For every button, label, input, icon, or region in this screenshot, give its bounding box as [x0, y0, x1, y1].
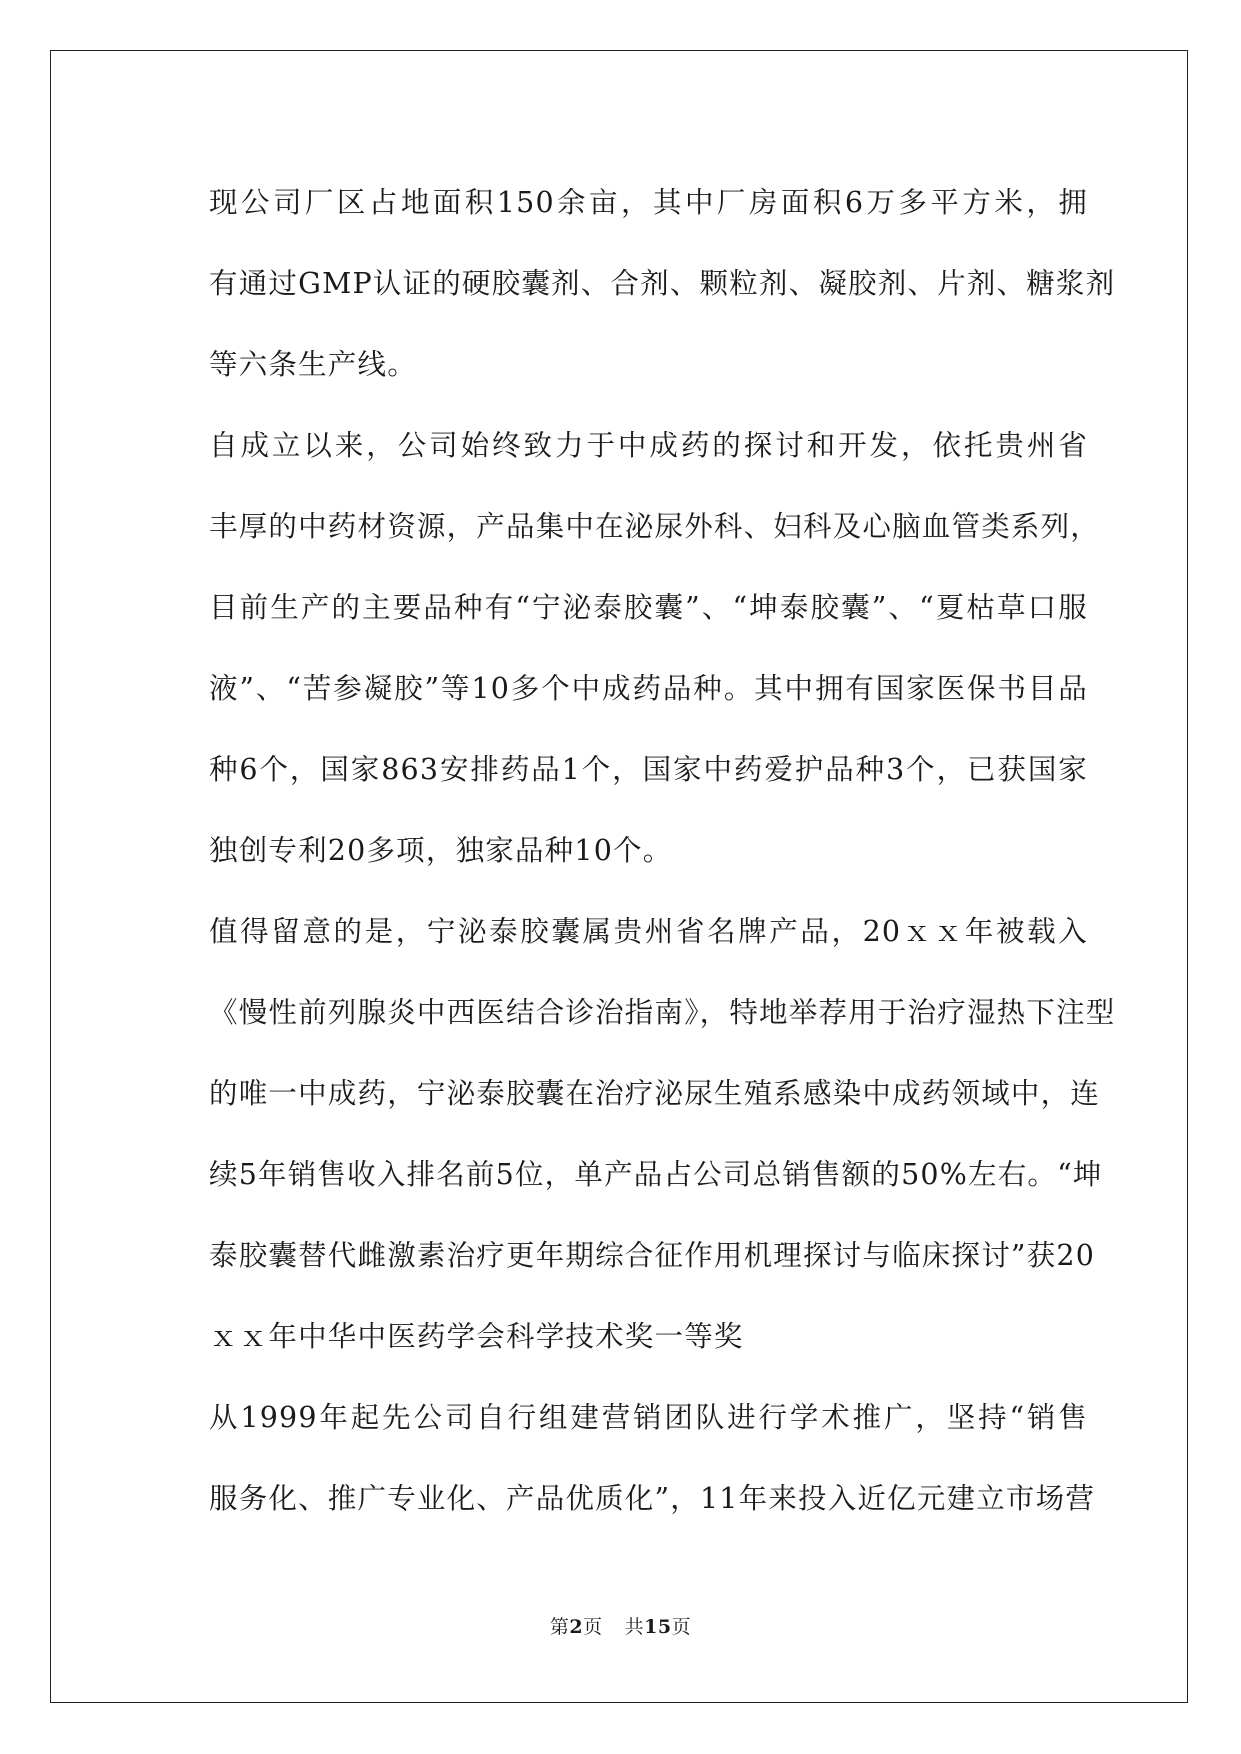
- text-line: 等六条生产线。: [209, 348, 417, 381]
- text-line: 自成立以来，公司始终致力于中成药的探讨和开发，依托贵州省: [209, 429, 1088, 462]
- paragraph-factory: [152, 162, 1116, 405]
- text-line: 液”、“苦参凝胶”等10多个中成药品种。其中拥有国家医保书目品: [209, 672, 1088, 705]
- footer-prefix: 第: [549, 1616, 570, 1638]
- text-line: 泰胶囊替代雌激素治疗更年期综合征作用机理探讨与临床探讨”获20: [209, 1239, 1096, 1272]
- text-line: ｘｘ年中华中医药学会科学技术奖一等奖: [209, 1320, 744, 1353]
- text-line: 服务化、推广专业化、产品优质化”，11年来投入近亿元建立市场营: [209, 1482, 1096, 1515]
- text-line: 目前生产的主要品种有“宁泌泰胶囊”、“坤泰胶囊”、“夏枯草口服: [209, 591, 1088, 624]
- text-line: 从1999年起先公司自行组建营销团队进行学术推广，坚持“销售: [209, 1401, 1088, 1434]
- document-body: [152, 162, 1116, 1539]
- text-line: 有通过GMP认证的硬胶囊剂、合剂、颗粒剂、凝胶剂、片剂、糖浆剂: [209, 267, 1116, 300]
- paragraph-highlights: [152, 891, 1116, 1377]
- text-line: 的唯一中成药，宁泌泰胶囊在治疗泌尿生殖系感染中成药领域中，连: [209, 1077, 1101, 1110]
- text-line: 种6个，国家863安排药品1个，国家中药爱护品种3个，已获国家: [209, 753, 1088, 786]
- footer-total-prefix: 共: [624, 1616, 645, 1638]
- paragraph-marketing: [152, 1377, 1096, 1539]
- current-page-number: 2: [569, 1616, 584, 1638]
- text-line: 续5年销售收入排名前5位，单产品占公司总销售额的50%左右。“坤: [209, 1158, 1103, 1191]
- total-page-count: 15: [644, 1616, 672, 1638]
- text-line: 现公司厂区占地面积150余亩，其中厂房面积6万多平方米，拥: [209, 186, 1088, 219]
- page-footer: [0, 1612, 1241, 1639]
- text-line: 《慢性前列腺炎中西医结合诊治指南》，特地举荐用于治疗湿热下注型: [209, 996, 1116, 1029]
- footer-total-suffix: 页: [671, 1616, 692, 1638]
- text-line: 值得留意的是，宁泌泰胶囊属贵州省名牌产品，20ｘｘ年被载入: [209, 915, 1088, 948]
- footer-page-suffix: 页: [583, 1616, 603, 1638]
- paragraph-products: [152, 405, 1101, 891]
- text-line: 丰厚的中药材资源，产品集中在泌尿外科、妇科及心脑血管类系列，: [209, 510, 1101, 543]
- text-line: 独创专利20多项，独家品种10个。: [209, 834, 673, 867]
